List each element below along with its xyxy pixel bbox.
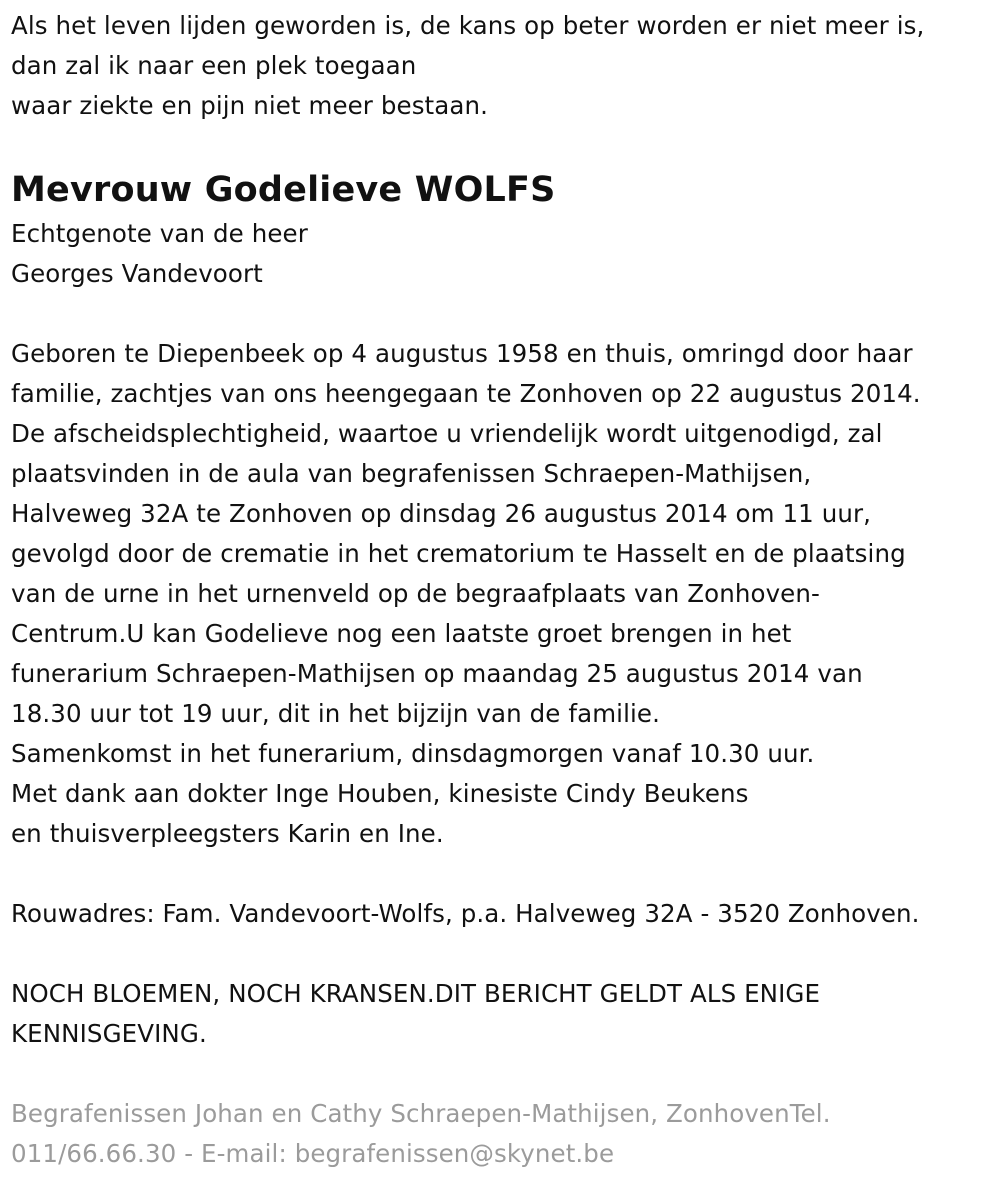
opening-poem <box>11 0 990 126</box>
spouse-line: Georges Vandevoort <box>11 259 263 288</box>
ceremony-details <box>11 334 990 854</box>
poem-line: waar ziekte en pijn niet meer bestaan. <box>11 91 489 120</box>
details-line: van de urne in het urnenveld op de begraafplaats van Zonhoven- <box>11 579 820 608</box>
details-line: gevolgd door de crematie in het crematorium te Hasselt en de plaatsing <box>11 539 906 568</box>
funeral-home-footer <box>11 1094 990 1174</box>
poem-line: dan zal ik naar een plek toegaan <box>11 51 417 80</box>
details-line: Samenkomst in het funerarium, dinsdagmorgen vanaf 10.30 uur. <box>11 739 815 768</box>
details-line: De afscheidsplechtigheid, waartoe u vriendelijk wordt uitgenodigd, zal <box>11 419 883 448</box>
details-line: Geboren te Diepenbeek op 4 augustus 1958 en thuis, omringd door haar <box>11 339 913 368</box>
details-line: funerarium Schraepen-Mathijsen op maandag 25 augustus 2014 van <box>11 659 863 688</box>
details-line: plaatsvinden in de aula van begrafenissen Schraepen-Mathijsen, <box>11 459 812 488</box>
spouse-info <box>11 214 990 294</box>
poem-line: Als het leven lijden geworden is, de kans op beter worden er niet meer is, <box>11 11 925 40</box>
footer-contact-line: 011/66.66.30 - E-mail: begrafenissen@skynet.be <box>11 1139 615 1168</box>
footer-line: Begrafenissen Johan en Cathy Schraepen-Mathijsen, ZonhovenTel. <box>11 1099 831 1128</box>
details-line: Centrum.U kan Godelieve nog een laatste groet brengen in het <box>11 619 792 648</box>
details-line: familie, zachtjes van ons heengegaan te Zonhoven op 22 augustus 2014. <box>11 379 921 408</box>
notice-line: NOCH BLOEMEN, NOCH KRANSEN.DIT BERICHT GELDT ALS ENIGE <box>11 979 821 1008</box>
mourning-address <box>11 894 990 934</box>
notice-line: KENNISGEVING. <box>11 1019 207 1048</box>
details-line: Halveweg 32A te Zonhoven op dinsdag 26 augustus 2014 om 11 uur, <box>11 499 872 528</box>
no-flowers-notice <box>11 974 990 1054</box>
spouse-line: Echtgenote van de heer <box>11 219 308 248</box>
details-line: en thuisverpleegsters Karin en Ine. <box>11 819 444 848</box>
deceased-name: Mevrouw Godelieve WOLFS <box>11 170 556 210</box>
details-line: Met dank aan dokter Inge Houben, kinesiste Cindy Beukens <box>11 779 749 808</box>
mourning-address-line: Rouwadres: Fam. Vandevoort-Wolfs, p.a. Halveweg 32A - 3520 Zonhoven. <box>11 899 920 928</box>
details-line: 18.30 uur tot 19 uur, dit in het bijzijn van de familie. <box>11 699 660 728</box>
